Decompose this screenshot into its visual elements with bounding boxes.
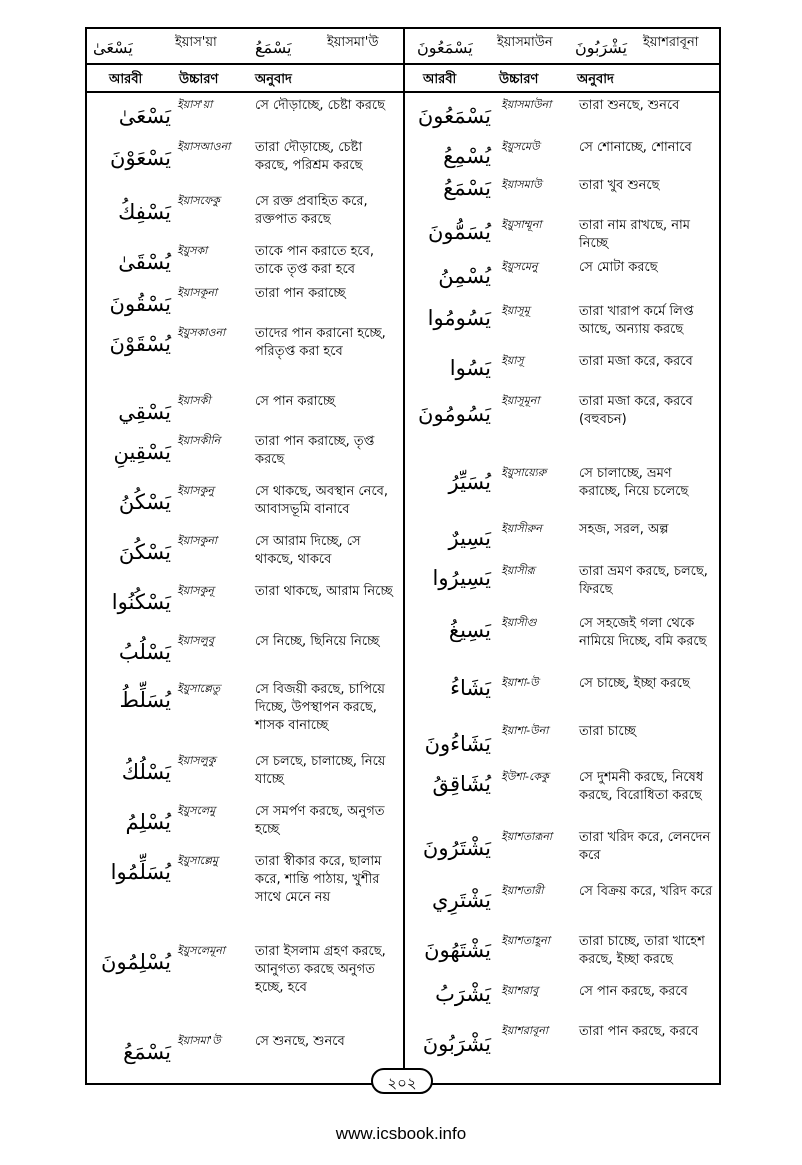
entry-pronunciation: ইয়ুসাম্মূনা: [501, 218, 542, 231]
entry-pronunciation: ইউশা-কেকু: [501, 770, 549, 783]
entry-arabic-word: يَسِيرُوا: [432, 566, 491, 590]
entry-meaning: তারা মজা করে, করবে (বহুবচন): [579, 394, 693, 427]
entry-arabic-word: يَشْتَرُونَ: [422, 836, 491, 860]
entry-pronunciation: ইয়ুসলেমু: [177, 804, 216, 817]
entry-pronunciation: ইয়াসকীনি: [177, 434, 221, 447]
col-meaning-right: অনুবাদ: [577, 72, 614, 87]
entry-meaning: সে পান করছে, করবে: [579, 984, 688, 999]
entry-arabic-word: يُسْمِعُ: [443, 144, 491, 168]
entry-pronunciation: ইয়াসলুকু: [177, 754, 216, 767]
entry-pronunciation: ইয়াসকুনা: [177, 534, 218, 547]
entry-arabic-word: يَسْلُكُ: [121, 760, 171, 784]
entry-arabic-word: يُسَلِّطُ: [119, 688, 171, 712]
entry-meaning: তাকে পান করাতে হবে, তাকে তৃপ্ত করা হবে: [255, 244, 375, 277]
entry-meaning: তারা মজা করে, করবে: [579, 354, 693, 369]
entry-pronunciation: ইয়াসীগু: [501, 616, 537, 629]
entry-arabic-word: يَسْكُنُوا: [111, 590, 171, 614]
entry-arabic-word: يَسِيغُ: [448, 618, 491, 642]
entry-meaning: তারা শুনছে, শুনবে: [579, 98, 680, 113]
entry-meaning: সে চলছে, চালাচ্ছে, নিয়ে যাচ্ছে: [255, 754, 386, 787]
entry-arabic-word: يَشَاءُ: [450, 676, 491, 700]
entry-arabic-word: يَسْقِينِ: [113, 440, 171, 464]
entry-arabic-word: يَسْقِي: [118, 400, 171, 424]
entry-pronunciation: ইয়াশরাবূনা: [501, 1024, 549, 1037]
entry-pronunciation: ইয়াসীরুন: [501, 522, 542, 535]
entry-pronunciation: ইয়াশা-উ: [501, 676, 539, 689]
entry-pronunciation: ইয়াশা-উনা: [501, 724, 549, 737]
entry-pronunciation: ইয়াশতারূনা: [501, 830, 553, 843]
guide-right-1-arabic: يَسْمَعُونَ: [417, 38, 473, 57]
entry-meaning: সে আরাম দিচ্ছে, সে থাকছে, থাকবে: [255, 534, 361, 567]
entry-arabic-word: يُسْقَوْنَ: [109, 332, 171, 356]
entry-arabic-word: يَشْتَرِي: [432, 888, 491, 912]
entry-pronunciation: ইয়াসমাউ: [501, 178, 542, 191]
entry-pronunciation: ইয়াসমা'উ: [177, 1034, 221, 1047]
entry-arabic-word: يَسْكُنُ: [118, 490, 171, 514]
entry-pronunciation: ইয়াসকুনু: [177, 484, 214, 497]
guide-left-2-arabic: يَسْمَعُ: [255, 38, 292, 57]
dictionary-page: [85, 27, 721, 1085]
entry-arabic-word: يُسْلِمُ: [125, 810, 171, 834]
entry-arabic-word: يَشْرَبُونَ: [422, 1032, 491, 1056]
entry-arabic-word: يَشْتَهُونَ: [424, 938, 491, 962]
entry-arabic-word: يَسُومُونَ: [418, 402, 491, 426]
entry-arabic-word: يَسْمَعُ: [123, 1040, 171, 1064]
page-number: ২০২: [371, 1068, 433, 1094]
entry-arabic-word: يَسْعَوْنَ: [110, 146, 171, 170]
entry-pronunciation: ইয়ুসমেউ: [501, 140, 540, 153]
col-arabic-right: আরবী: [423, 72, 457, 87]
entry-pronunciation: ইয়াসূ: [501, 354, 524, 367]
entry-pronunciation: ইয়াসীরূ: [501, 564, 535, 577]
right-column: [405, 91, 719, 1083]
col-meaning-left: অনুবাদ: [255, 72, 292, 87]
entry-meaning: তারা পান করছে, করবে: [579, 1024, 699, 1039]
col-pron-right: উচ্চারণ: [499, 72, 539, 87]
col-pron-left: উচ্চারণ: [179, 72, 219, 87]
entry-meaning: সে সমর্পণ করছে, অনুগত হচ্ছে: [255, 804, 385, 837]
entry-meaning: সে মোটা করছে: [579, 260, 658, 275]
footer-url: www.icsbook.info: [335, 1124, 467, 1143]
guide-right-2-text: ইয়াশরাবূনা: [643, 35, 699, 50]
entry-arabic-word: يُسْلِمُونَ: [101, 950, 171, 974]
guide-left-1-arabic: يَسْعَىٰ: [93, 38, 133, 57]
entry-meaning: তাদের পান করানো হচ্ছে, পরিতৃপ্ত করা হবে: [255, 326, 386, 359]
entry-meaning: সে পান করাচ্ছে: [255, 394, 336, 409]
entry-pronunciation: ইয়ুসাল্লেমু: [177, 854, 219, 867]
col-arabic-left: আরবী: [109, 72, 143, 87]
entry-meaning: সহজ, সরল, অল্প: [579, 522, 669, 537]
entry-arabic-word: يُسْمِنُ: [438, 264, 491, 288]
entry-arabic-word: يُسْقَىٰ: [118, 250, 171, 274]
entry-pronunciation: ইয়াসকী: [177, 394, 211, 407]
entry-meaning: তারা চাচ্ছে, তারা খাহেশ করছে, ইচ্ছা করছে: [579, 934, 705, 967]
entry-arabic-word: يُسَيِّرُ: [448, 470, 491, 494]
entry-arabic-word: يَسْلُبُ: [118, 640, 171, 664]
entry-meaning: সে নিচ্ছে, ছিনিয়ে নিচ্ছে: [255, 634, 380, 649]
entry-arabic-word: يَسْمَعُ: [443, 176, 491, 200]
entry-arabic-word: يَسْكُنَ: [118, 540, 171, 564]
entry-meaning: তারা ইসলাম গ্রহণ করছে, আনুগত্য করছে অনুগত হচ্ছে, হবে: [255, 944, 386, 995]
entry-pronunciation: ইয়ুসমেনু: [501, 260, 538, 273]
entry-meaning: সে রক্ত প্রবাহিত করে, রক্তপাত করছে: [255, 194, 368, 227]
guide-left-2-text: ইয়াসমা'উ: [327, 35, 379, 50]
entry-pronunciation: ইয়াসমাউনা: [501, 98, 552, 111]
entry-meaning: সে দৌড়াচ্ছে, চেষ্টা করছে: [255, 98, 385, 113]
entry-meaning: তারা খরিদ করে, লেনদেন করে: [579, 830, 711, 863]
entry-arabic-word: يَشَاءُونَ: [424, 732, 491, 756]
entry-pronunciation: ইয়ুসলেমূনা: [177, 944, 225, 957]
entry-pronunciation: ইয়ুসকা: [177, 244, 208, 257]
entry-arabic-word: يُشَاقِقُ: [432, 772, 491, 796]
entry-meaning: তারা স্বীকার করে, ছালাম করে, শান্তি পাঠায়, খুশীর সাথে মেনে নয়: [255, 854, 382, 905]
left-column: [87, 91, 403, 1083]
entry-arabic-word: يَسْعَىٰ: [118, 104, 171, 128]
entry-pronunciation: ইয়াসূমূ: [501, 304, 530, 317]
entry-meaning: সে থাকছে, অবস্থান নেবে, আবাসভূমি বানাবে: [255, 484, 389, 517]
entry-meaning: সে দুশমনী করছে, নিষেধ করছে, বিরোধিতা করছে: [579, 770, 704, 803]
guide-right-1-text: ইয়াসমাউন: [497, 35, 553, 50]
entry-pronunciation: ইয়ুসকাওনা: [177, 326, 226, 339]
entry-pronunciation: ইয়াশরাবু: [501, 984, 539, 997]
entry-arabic-word: يَسْمَعُونَ: [417, 104, 491, 128]
entry-meaning: সে বিক্রয় করে, খরিদ করে: [579, 884, 713, 899]
entry-meaning: সে চালাচ্ছে, ভ্রমণ করাচ্ছে, নিয়ে চলেছে: [579, 466, 689, 499]
entry-meaning: তারা খুব শুনছে: [579, 178, 660, 193]
entry-arabic-word: يُسَمُّونَ: [428, 220, 491, 244]
entry-pronunciation: ইয়াসকূনা: [177, 286, 218, 299]
entry-arabic-word: يَسْقُونَ: [109, 292, 171, 316]
entry-meaning: তারা চাচ্ছে: [579, 724, 636, 739]
entry-meaning: তারা দৌড়াচ্ছে, চেষ্টা করছে, পরিশ্রম করছে: [255, 140, 363, 173]
entry-arabic-word: يُسَلِّمُوا: [110, 860, 171, 884]
entry-arabic-word: يَسِيرٌ: [448, 526, 491, 550]
entry-meaning: তারা পান করাচ্ছে: [255, 286, 346, 301]
entry-meaning: তারা থাকছে, আরাম নিচ্ছে: [255, 584, 393, 599]
entry-meaning: সে চাচ্ছে, ইচ্ছা করছে: [579, 676, 690, 691]
entry-pronunciation: ইয়াসফেকু: [177, 194, 220, 207]
entry-meaning: তারা পান করাচ্ছে, তৃপ্ত করছে: [255, 434, 375, 467]
entry-arabic-word: يَسُومُوا: [427, 306, 491, 330]
entry-pronunciation: ইয়াসূমূনা: [501, 394, 540, 407]
entry-meaning: তারা ভ্রমণ করছে, চলছে, ফিরছে: [579, 564, 708, 597]
entry-pronunciation: ইয়াস'য়া: [177, 98, 213, 111]
entry-meaning: তারা খারাপ কর্মে লিপ্ত আছে, অন্যায় করছে: [579, 304, 694, 337]
entry-meaning: সে বিজয়ী করছে, চাপিয়ে দিচ্ছে, উপস্থাপন করছে, শাসক বানাচ্ছে: [255, 682, 385, 733]
entry-meaning: সে শোনাচ্ছে, শোনাবে: [579, 140, 692, 155]
entry-arabic-word: يَسْفِكُ: [118, 200, 171, 224]
entry-meaning: তারা নাম রাখছে, নাম নিচ্ছে: [579, 218, 691, 251]
entry-pronunciation: ইয়ুসাল্লেতু: [177, 682, 221, 695]
entry-arabic-word: يَسُوا: [449, 356, 491, 380]
entry-pronunciation: ইয়াসকুনূ: [177, 584, 214, 597]
guide-left-1-text: ইয়াস'য়া: [175, 35, 217, 50]
entry-pronunciation: ইয়াসলুবু: [177, 634, 214, 647]
guide-right-2-arabic: يَشْرَبُونَ: [575, 38, 628, 57]
entry-meaning: সে শুনছে, শুনবে: [255, 1034, 345, 1049]
entry-pronunciation: ইয়াশতারী: [501, 884, 544, 897]
entry-pronunciation: ইয়াশতাহূনা: [501, 934, 550, 947]
entry-arabic-word: يَشْرَبُ: [435, 982, 491, 1006]
entry-meaning: সে সহজেই গলা থেকে নামিয়ে দিচ্ছে, বমি করছে: [579, 616, 707, 649]
entry-pronunciation: ইয়াসআওনা: [177, 140, 231, 153]
entry-pronunciation: ইয়ুসায়্যেরু: [501, 466, 547, 479]
